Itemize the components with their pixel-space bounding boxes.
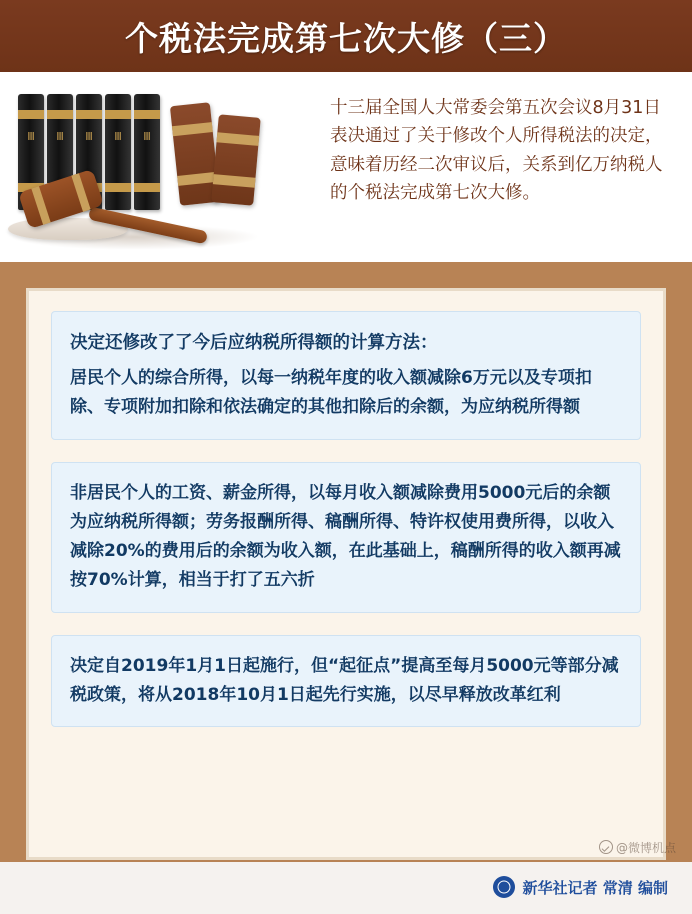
- book-glyph: Ⅲ: [114, 130, 122, 143]
- intro-paragraph: 十三届全国人大常委会第五次会议8月31日表决通过了关于修改个人所得税法的决定，意味着历经二次审议后，关系到亿万纳税人的个税法完成第七次大修。: [330, 98, 663, 204]
- card-effective-date: [51, 635, 641, 727]
- xinhua-logo-icon: [493, 876, 515, 898]
- header-band: [0, 0, 692, 72]
- content-frame: [26, 288, 666, 860]
- weibo-check-icon: [599, 840, 613, 854]
- page-title: 个税法完成第七次大修（三）: [125, 18, 567, 58]
- intro-section: [0, 72, 692, 262]
- book-glyph: Ⅲ: [143, 130, 151, 143]
- card-nonresident: [51, 462, 641, 613]
- card-body: 非居民个人的工资、薪金所得，以每月收入额减除费用5000元后的余额为应纳税所得额；劳务报酬所得、稿酬所得、特许权使用费所得，以收入减除20%的费用后的余额为收入额，在此基础上，稿酬所得的收入额再减按70%计算，相当于打了五六折: [70, 482, 621, 591]
- watermark-text: @微博机点: [615, 841, 676, 855]
- card-body: 决定自2019年1月1日起施行，但“起征点”提高至每月5000元等部分减税政策，将从2018年10月1日起先行实施，以尽早释放改革红利: [70, 655, 619, 705]
- book-glyph: Ⅲ: [56, 130, 64, 143]
- intro-text: [330, 72, 692, 262]
- credit-text: 新华社记者 常清 编制: [522, 878, 668, 897]
- book-glyph: Ⅲ: [27, 130, 35, 143]
- law-book-icon: [105, 94, 131, 210]
- law-book-icon: [211, 114, 261, 205]
- card-body: 居民个人的综合所得，以每一纳税年度的收入额减除6万元以及专项扣除、专项附加扣除和依法确定的其他扣除后的余额，为应纳税所得额: [70, 368, 592, 418]
- footer: [0, 860, 692, 914]
- illustration: [0, 72, 330, 262]
- book-glyph: Ⅲ: [85, 130, 93, 143]
- body-area: [0, 262, 692, 860]
- card-taxable-income: [51, 311, 641, 440]
- card-heading: 决定还修改了了今后应纳税所得额的计算方法：: [70, 333, 438, 353]
- watermark: [599, 838, 676, 856]
- law-book-icon: [134, 94, 160, 210]
